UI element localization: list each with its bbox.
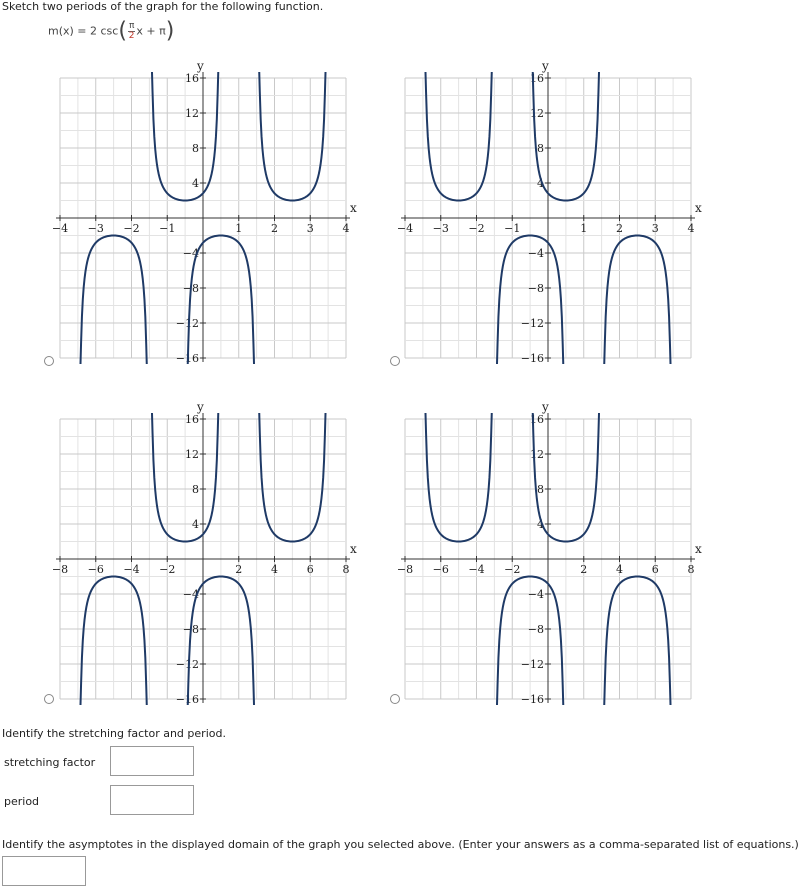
stretching-factor-label: stretching factor bbox=[4, 756, 96, 769]
y-axis-label: y bbox=[197, 59, 204, 73]
x-tick-label: 2 bbox=[235, 563, 243, 576]
x-tick-label: 1 bbox=[580, 222, 588, 235]
y-tick-label: −8 bbox=[182, 282, 199, 295]
radio-option-a[interactable] bbox=[44, 356, 54, 366]
x-tick-label: −1 bbox=[159, 222, 176, 235]
y-tick-label: −4 bbox=[182, 247, 199, 260]
x-tick-label: −4 bbox=[123, 563, 140, 576]
asymptote-prompt: Identify the asymptotes in the displayed domain of the graph you selected above. (Enter your answers as a comma-separated list of equations.) bbox=[2, 838, 799, 851]
x-tick-label: 2 bbox=[580, 563, 588, 576]
x-tick-label: −4 bbox=[468, 563, 485, 576]
x-axis-label: x bbox=[695, 542, 702, 556]
radio-option-c[interactable] bbox=[44, 694, 54, 704]
y-tick-label: −16 bbox=[520, 352, 544, 365]
y-tick-label: 16 bbox=[185, 72, 199, 85]
x-axis-label: x bbox=[350, 542, 357, 556]
y-axis-label: y bbox=[542, 59, 549, 73]
x-tick-label: −4 bbox=[396, 222, 414, 235]
y-tick-label: −12 bbox=[520, 658, 544, 671]
x-tick-label: 2 bbox=[271, 222, 278, 235]
x-tick-label: −1 bbox=[504, 222, 521, 235]
y-tick-label: −4 bbox=[527, 247, 544, 260]
x-tick-label: 2 bbox=[616, 222, 623, 235]
y-tick-label: −12 bbox=[175, 658, 199, 671]
period-input[interactable] bbox=[110, 785, 194, 815]
x-tick-label: 3 bbox=[651, 222, 659, 235]
x-tick-label: −2 bbox=[468, 222, 485, 235]
x-tick-label: −3 bbox=[87, 222, 104, 235]
asymptotes-input[interactable] bbox=[2, 856, 86, 886]
y-tick-label: 12 bbox=[530, 448, 544, 461]
x-tick-label: −8 bbox=[51, 563, 69, 576]
y-tick-label: −12 bbox=[175, 317, 199, 330]
y-tick-label: 8 bbox=[537, 142, 544, 155]
y-axis-label: y bbox=[197, 400, 204, 414]
x-tick-label: −2 bbox=[504, 563, 521, 576]
y-tick-label: −8 bbox=[527, 623, 544, 636]
y-tick-label: 8 bbox=[192, 483, 199, 496]
y-tick-label: 12 bbox=[185, 448, 199, 461]
y-tick-label: 8 bbox=[537, 483, 544, 496]
x-tick-label: 4 bbox=[342, 222, 350, 235]
formula-lhs: m(x) = 2 csc bbox=[48, 24, 119, 38]
x-tick-label: 8 bbox=[342, 563, 350, 576]
fraction-denominator: 2 bbox=[128, 31, 135, 41]
x-tick-label: 4 bbox=[271, 563, 278, 576]
y-tick-label: 16 bbox=[530, 413, 544, 426]
x-tick-label: −8 bbox=[396, 563, 414, 576]
x-tick-label: −2 bbox=[123, 222, 140, 235]
x-tick-label: 8 bbox=[687, 563, 695, 576]
x-tick-label: 4 bbox=[687, 222, 695, 235]
y-tick-label: 4 bbox=[192, 518, 199, 531]
graph-option-c bbox=[50, 399, 370, 709]
y-tick-label: −4 bbox=[182, 588, 199, 601]
y-tick-label: −16 bbox=[175, 693, 199, 706]
graph-option-b bbox=[395, 58, 715, 368]
intro-text: Sketch two periods of the graph for the following function. bbox=[2, 0, 324, 13]
y-tick-label: −16 bbox=[520, 693, 544, 706]
x-tick-label: −3 bbox=[432, 222, 449, 235]
y-tick-label: 4 bbox=[192, 177, 199, 190]
function-formula: m(x) = 2 csc( $\frac{\pi}{2}$ x + π) bbox=[48, 18, 175, 44]
stretch-prompt: Identify the stretching factor and period. bbox=[2, 727, 226, 740]
y-tick-label: 4 bbox=[537, 177, 544, 190]
x-tick-label: −2 bbox=[159, 563, 176, 576]
y-tick-label: −12 bbox=[520, 317, 544, 330]
x-axis-label: x bbox=[695, 201, 702, 215]
x-axis-label: x bbox=[350, 201, 357, 215]
radio-option-d[interactable] bbox=[390, 694, 400, 704]
y-tick-label: 12 bbox=[530, 107, 544, 120]
y-tick-label: 16 bbox=[185, 413, 199, 426]
radio-option-b[interactable] bbox=[390, 356, 400, 366]
x-tick-label: −6 bbox=[87, 563, 104, 576]
x-tick-label: 4 bbox=[616, 563, 623, 576]
x-tick-label: 3 bbox=[306, 222, 314, 235]
y-tick-label: −8 bbox=[182, 623, 199, 636]
formula-fraction bbox=[128, 22, 135, 41]
formula-rest: x + π bbox=[136, 24, 166, 38]
graph-option-a bbox=[50, 58, 370, 368]
graph-option-d bbox=[395, 399, 715, 709]
y-tick-label: 16 bbox=[530, 72, 544, 85]
x-tick-label: 6 bbox=[651, 563, 659, 576]
x-tick-label: −6 bbox=[432, 563, 449, 576]
fraction-numerator: π bbox=[128, 21, 135, 31]
y-axis-label: y bbox=[542, 400, 549, 414]
y-tick-label: 8 bbox=[192, 142, 199, 155]
stretching-factor-input[interactable] bbox=[110, 746, 194, 776]
y-tick-label: −16 bbox=[175, 352, 199, 365]
x-tick-label: 6 bbox=[306, 563, 314, 576]
y-tick-label: −4 bbox=[527, 588, 544, 601]
y-tick-label: 4 bbox=[537, 518, 544, 531]
x-tick-label: 1 bbox=[235, 222, 243, 235]
y-tick-label: 12 bbox=[185, 107, 199, 120]
y-tick-label: −8 bbox=[527, 282, 544, 295]
period-label: period bbox=[4, 795, 40, 808]
x-tick-label: −4 bbox=[51, 222, 69, 235]
